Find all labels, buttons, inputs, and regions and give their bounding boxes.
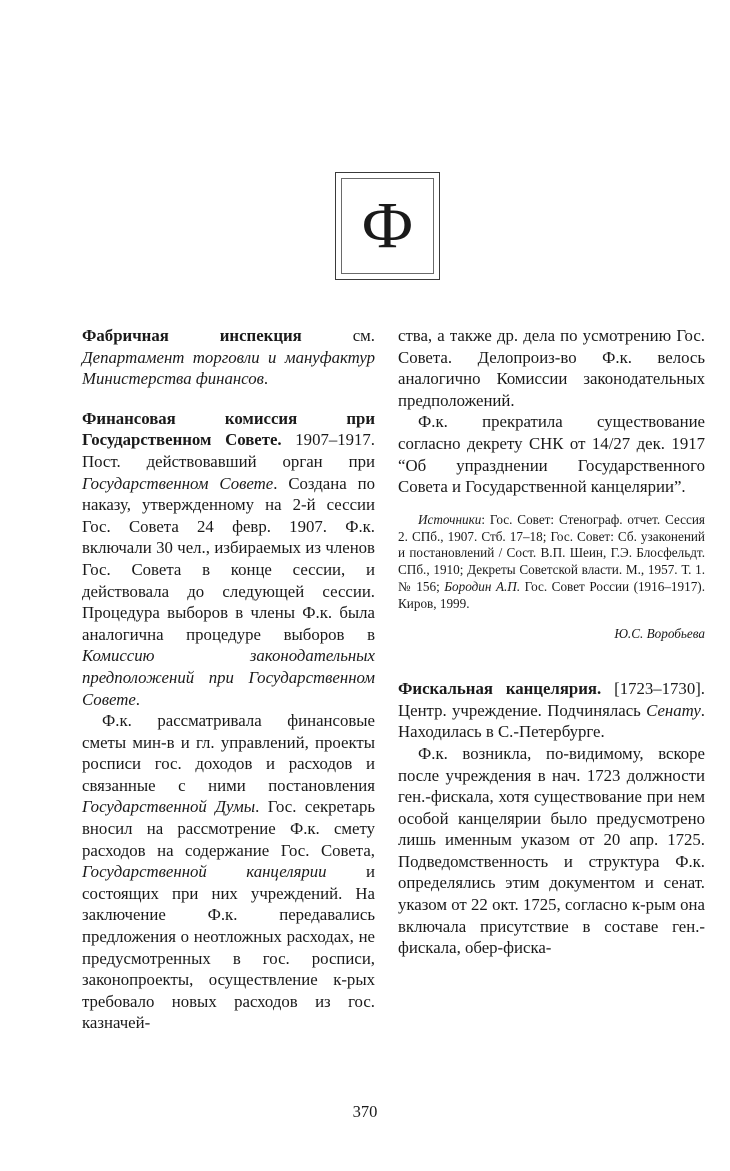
paragraph: Ф.к. возникла, по-видимому, вскоре после учреждения в нач. 1723 должности ген.-фискала, хотя существование при нем особой канцелярии было предусмотрено лишь именным указом от 20 апр. 1725. Подведомственность и структура Ф.к. определялись этим документом и сенат. указом от 22 окт. 1725, согласно к-рым она включала присутствие в составе ген.-фискала, обер-фиска-: [398, 743, 705, 958]
cross-reference: Комиссию законодательных предположений при Государственном Совете: [82, 646, 375, 709]
entry-finansovaya: [82, 408, 375, 710]
cross-reference: Государственной Думы: [82, 797, 256, 817]
article-author: Ю.С. Воробьева: [614, 625, 705, 641]
sources-label: Источники: [418, 511, 482, 527]
cross-reference: Департамент торговли и мануфактур Министерства финансов: [82, 347, 375, 389]
entry-term: Фабричная инспекция: [82, 326, 302, 345]
entry-text: 1907–1917. Пост. действовавший орган при: [82, 430, 375, 471]
entry-text: и состоящих при них учреждений. На заключение Ф.к. передавались предложения о неотложных расходах, не предусмотренных в гос. росписи, законопроекты, осуществление к-рых требовало новых расходов из гос. казначей-: [82, 862, 375, 1033]
entry-text: [1723–1730]. Центр. учреждение. Подчинялась: [398, 679, 705, 720]
entry-text: Ф.к. рассматривала финансовые сметы мин-в и гл. управлений, проекты росписи гос. доходов и расходов и связанные с ними постановления: [82, 711, 375, 795]
section-letter: Ф: [361, 189, 414, 262]
entry-term: Фискальная канцелярия.: [398, 679, 602, 699]
entry-fabrichnaya: [82, 325, 375, 390]
cross-reference: Государственной канцелярии: [82, 862, 327, 882]
paragraph: ства, а также др. дела по усмотрению Гос. Совета. Делопроиз-во Ф.к. велось аналогично Комиссии законодательных предположений.: [398, 326, 705, 410]
paragraph: Ф.к. прекратила существование согласно декрету СНК от 14/27 дек. 1917 “Об упразднении Государственного Совета и Государственной канцелярии”.: [398, 412, 705, 497]
right-column: [398, 325, 705, 959]
cross-reference: Государственном Совете: [82, 473, 274, 493]
section-letter-frame: [335, 172, 440, 280]
entry-text: . Гос. секретарь вносил на рассмотрение Ф.к. смету расходов на содержание Гос. Совета,: [82, 797, 376, 860]
sources-text: : Гос. Совет: Стенограф. отчет. Сессия 2. СПб., 1907. Стб. 17–18; Гос. Совет: Сб. узаконений и постановлений / Сост. В.П. Шеин, Г.Э. Блосфельдт. СПб., 1910; Декреты Советской власти. М., 1957. Т. 1. № 156;: [398, 511, 705, 594]
sources-author: Бородин А.П.: [444, 578, 521, 594]
entry-fiskalnaya: [398, 678, 705, 743]
entry-text: . Находилась в С.-Петербурге.: [398, 700, 705, 742]
paragraph: [82, 710, 375, 1034]
see-also-text: см.: [301, 326, 375, 345]
page-number: 370: [352, 1102, 378, 1121]
cross-reference: Сенату: [646, 700, 701, 720]
entry-text: .: [135, 689, 140, 709]
section-letter-inner-frame: [341, 178, 434, 274]
entry-text: . Создана по наказу, утвержденному на 2-й сессии Гос. Совета 24 февр. 1907. Ф.к. включали 30 чел., избираемых из членов Гос. Совета в конце сессии, и действовала до следующей сессии. Процедура выборов в члены Ф.к. была аналогична процедуре выборов в: [82, 473, 375, 644]
punct: .: [263, 369, 269, 389]
left-column: [82, 325, 375, 1034]
sources-text: Гос. Совет России (1916–1917). Киров, 1999.: [398, 578, 705, 611]
entry-term: Финансовая комиссия при Государственном Совете.: [82, 408, 375, 450]
sources: [398, 512, 705, 613]
